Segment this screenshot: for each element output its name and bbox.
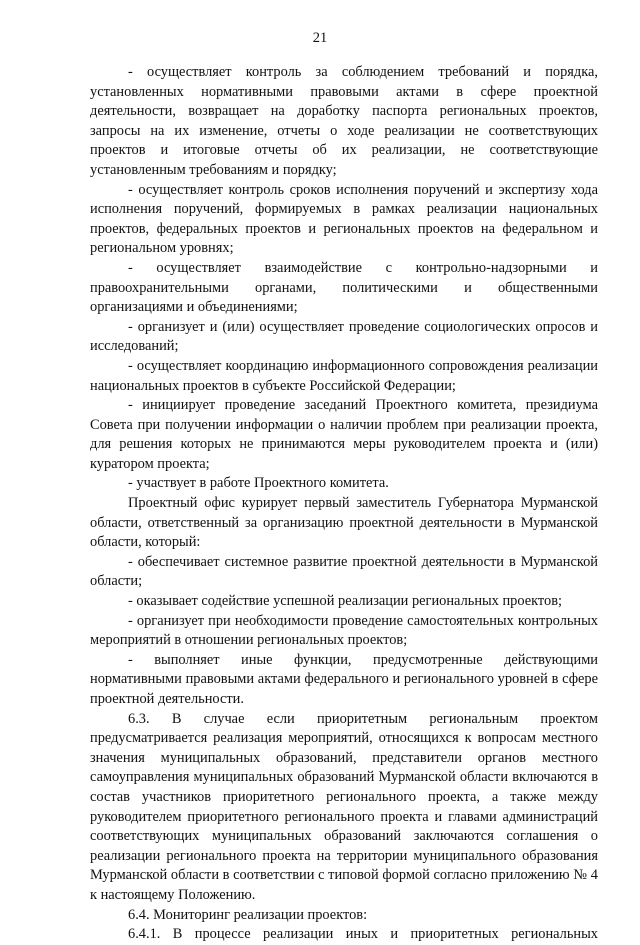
paragraph-sociological-surveys: - организует и (или) осуществляет проведение социологических опросов и исследований; (90, 318, 598, 355)
page-number: 21 (312, 30, 328, 46)
paragraph-participates-committee: - участвует в работе Проектного комитета. (128, 475, 389, 492)
paragraph-assists-implementation: - оказывает содействие успешной реализации региональных проектов; (128, 593, 563, 610)
paragraph-initiates-meetings: - инициирует проведение заседаний Проектного комитета, президиума Совета при получении информации о наличии проблем при реализации проекта, для решения которых не принимаются меры руководителем проекта и (или) куратором проекта; (90, 397, 598, 472)
paragraph-section-6-3: 6.3. В случае если приоритетным региональным проектом предусматривается реализация мероприятий, относящихся к вопросам местного значения муниципальных образований, представители органов местного самоуправления муниципальных образований Мурманской области включаются в состав участников приоритетного регионального проекта, а также между руководителем приоритетного регионального проекта и главами администраций соответствующих муниципальных образований заключаются соглашения о реализации регионального проекта на территории муниципального образования Мурманской области в соответствии с типовой формой согласно приложению № 4 к настоящему Положению. (90, 710, 598, 903)
paragraph-system-development: - обеспечивает системное развитие проектной деятельности в Мурманской области; (90, 553, 598, 590)
paragraph-section-6-4: 6.4. Мониторинг реализации проектов: (128, 906, 368, 923)
paragraph-information-support: - осуществляет координацию информационного сопровождения реализации национальных проектов в субъекте Российской Федерации; (90, 357, 598, 394)
paragraph-other-functions: - выполняет иные функции, предусмотренные действующими нормативными правовыми актами федерального и регионального уровней в сфере проектной деятельности. (90, 651, 598, 707)
paragraph-organizes-control: - организует при необходимости проведение самостоятельных контрольных мероприятий в отношении региональных проектов; (90, 612, 598, 649)
paragraph-control-requirements: - осуществляет контроль за соблюдением требований и порядка, установленных нормативными правовыми актами в сфере проектной деятельности, возвращает на доработку паспорта региональных проектов, запросы на их изменение, отчеты о ходе реализации не соответствующих проектов и итоговые отчеты об их реализации, не соответствующие установленным требованиям и порядку; (90, 64, 598, 178)
paragraph-section-6-4-1: 6.4.1. В процессе реализации иных и приоритетных региональных (128, 926, 598, 943)
document-body (90, 63, 598, 945)
paragraph-interaction-agencies: - осуществляет взаимодействие с контрольно-надзорными и правоохранительными органами, политическими и общественными организациями и объединениями; (90, 259, 598, 316)
paragraph-office-supervisor: Проектный офис курирует первый заместитель Губернатора Мурманской области, ответственный за организацию проектной деятельности в Мурманской области, который: (90, 495, 598, 551)
paragraph-control-deadlines: - осуществляет контроль сроков исполнения поручений и экспертизу хода исполнения поручений, формируемых в рамках реализации национальных проектов, федеральных проектов и региональных проектов на федеральном и региональном уровнях; (90, 181, 598, 257)
